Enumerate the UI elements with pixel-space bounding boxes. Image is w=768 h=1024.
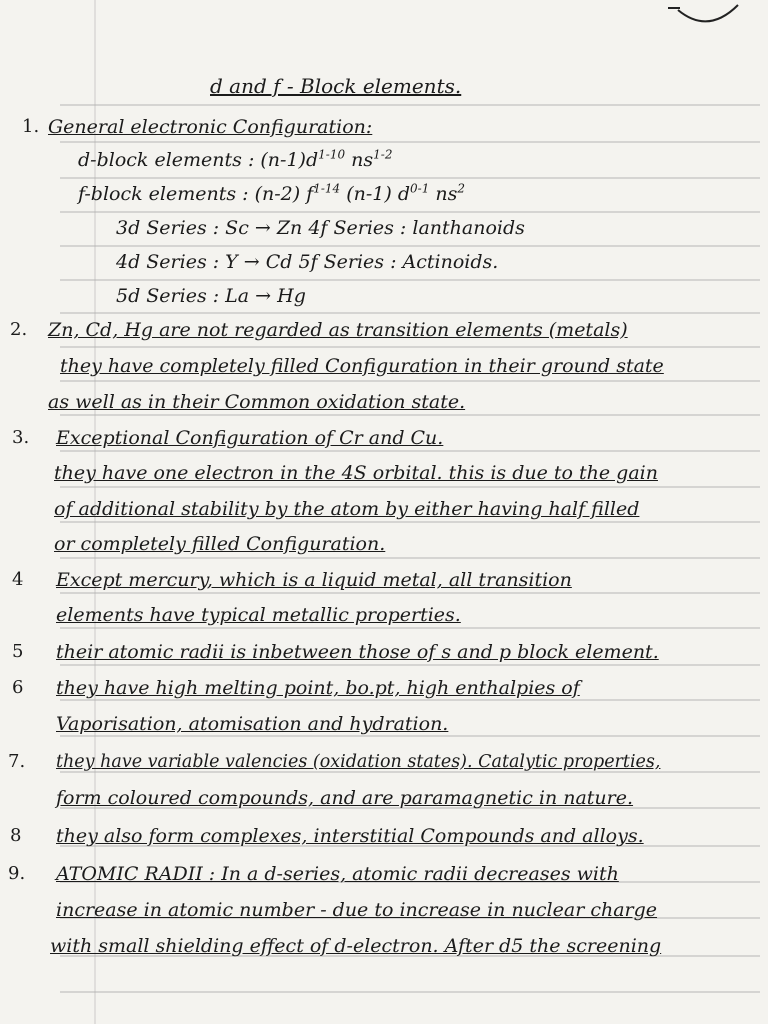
note-line: elements have typical metallic properties. bbox=[56, 604, 461, 626]
note-line bbox=[78, 148, 392, 172]
note-line: General electronic Configuration: bbox=[48, 116, 373, 138]
note-line: Zn, Cd, Hg are not regarded as transition elements (metals) bbox=[48, 319, 628, 341]
item-number: 1. bbox=[22, 116, 40, 137]
note-line: form coloured compounds, and are paramagnetic in nature. bbox=[56, 787, 634, 809]
note-line: 5d Series : La → Hg bbox=[116, 285, 306, 307]
note-line: 4d Series : Y → Cd 5f Series : Actinoids. bbox=[116, 251, 499, 273]
item-number: 6 bbox=[12, 677, 24, 698]
note-line: they also form complexes, interstitial Compounds and alloys. bbox=[56, 825, 644, 847]
item-number: 9. bbox=[8, 863, 26, 884]
note-line bbox=[78, 182, 465, 206]
note-line: Except mercury, which is a liquid metal, all transition bbox=[56, 569, 572, 591]
item-number: 7. bbox=[8, 751, 26, 772]
f-block-label: f-block elements : (n-2) $f^{1-14}$ (n-1) $d^{0-1}$ $ns^2$ bbox=[78, 181, 465, 205]
item-number: 5 bbox=[12, 641, 24, 662]
note-line: or completely filled Configuration. bbox=[54, 533, 386, 555]
item-number: 2. bbox=[10, 319, 28, 340]
note-line: 3d Series : Sc → Zn 4f Series : lanthanoids bbox=[116, 217, 525, 239]
note-line: with small shielding effect of d-electron. After d5 the screening bbox=[50, 935, 662, 957]
page-title: d and f - Block elements. bbox=[210, 74, 462, 98]
note-line: Exceptional Configuration of Cr and Cu. bbox=[56, 427, 444, 449]
note-line: ATOMIC RADII : In a d-series, atomic radii decreases with bbox=[56, 863, 619, 885]
item-number: 3. bbox=[12, 427, 30, 448]
note-line: increase in atomic number - due to increase in nuclear charge bbox=[56, 899, 658, 921]
note-line: their atomic radii is inbetween those of s and p block element. bbox=[56, 641, 659, 663]
item-number: 4 bbox=[12, 569, 24, 590]
note-line: of additional stability by the atom by either having half filled bbox=[54, 498, 640, 520]
item-number: 8 bbox=[10, 825, 22, 846]
page-number-circle bbox=[668, 0, 748, 30]
note-line: they have completely filled Configuration in their ground state bbox=[60, 355, 664, 377]
note-line: as well as in their Common oxidation state. bbox=[48, 391, 466, 413]
note-line: Vaporisation, atomisation and hydration. bbox=[56, 713, 449, 735]
d-block-label: d-block elements : $(n-1)d^{1-10}$ $ns^{1-2}$ bbox=[78, 147, 393, 171]
note-line: they have high melting point, bo.pt, high enthalpies of bbox=[56, 677, 580, 699]
note-line: they have variable valencies (oxidation states). Catalytic properties, bbox=[56, 752, 661, 772]
note-line: they have one electron in the 4S orbital. this is due to the gain bbox=[54, 462, 658, 484]
